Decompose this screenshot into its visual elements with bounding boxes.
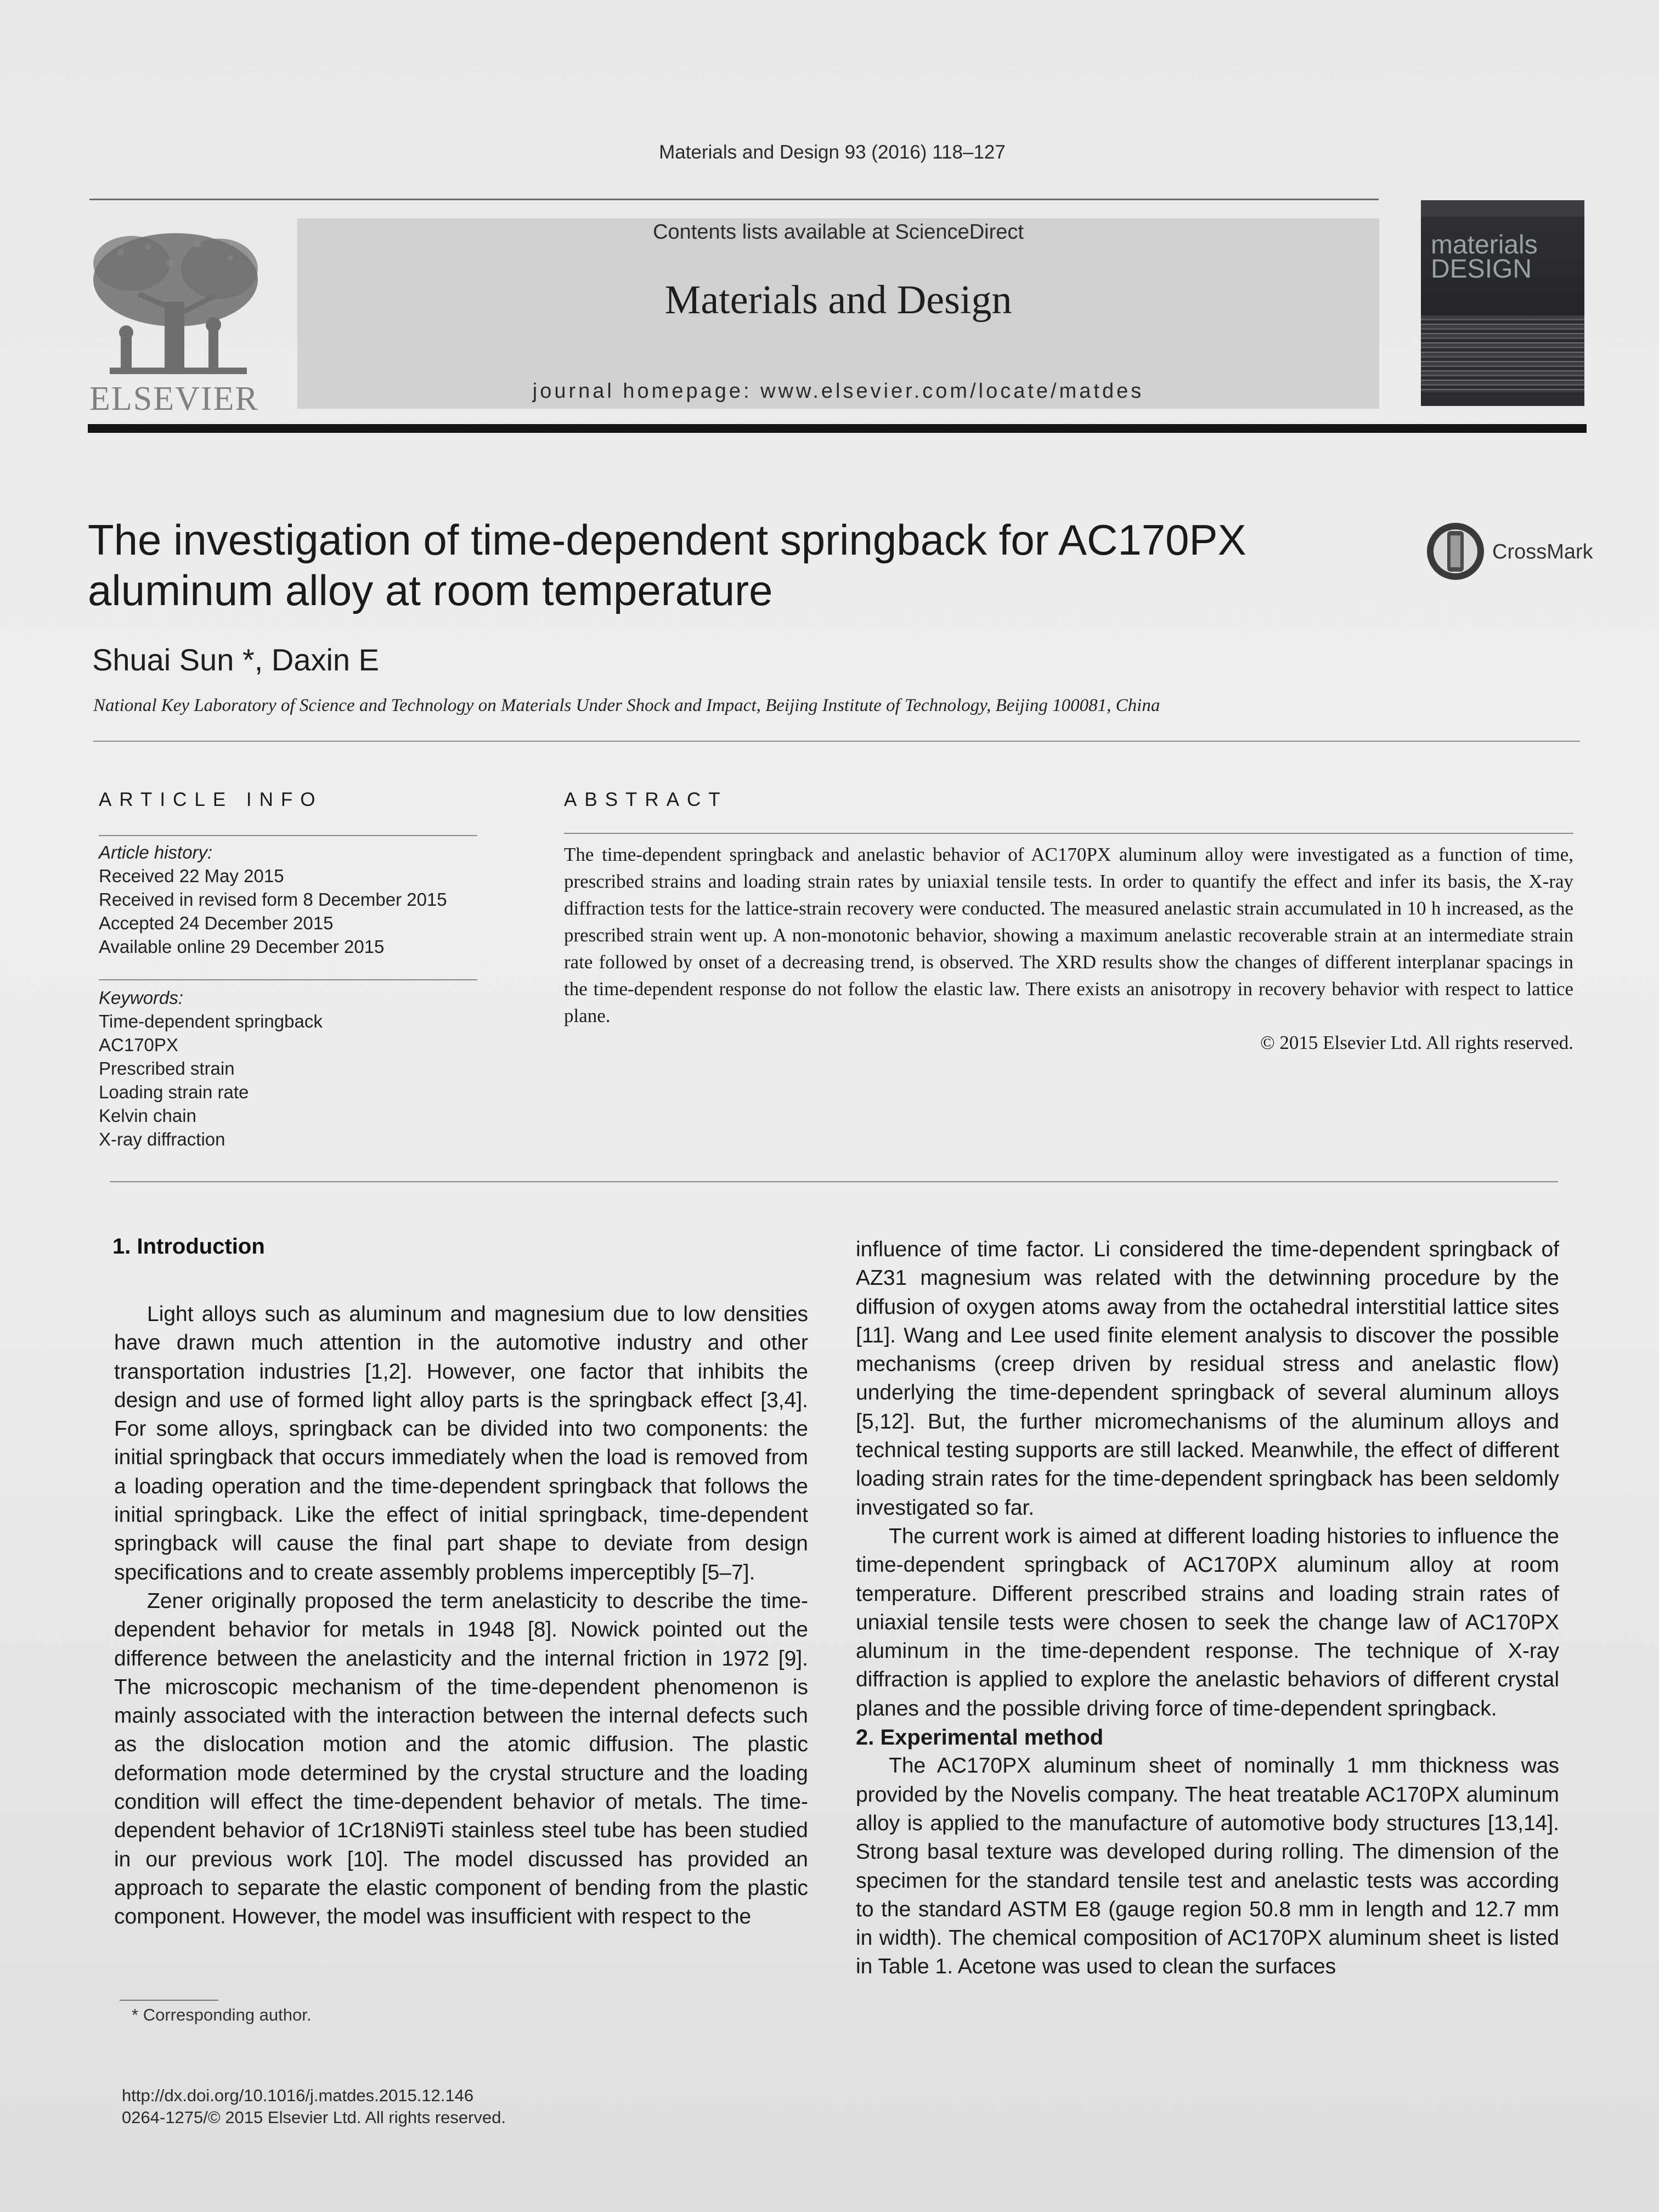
keyword-item: AC170PX: [99, 1035, 178, 1055]
keywords: [99, 986, 477, 1151]
keyword-item: Kelvin chain: [99, 1105, 196, 1126]
authors: Shuai Sun *, Daxin E: [92, 642, 379, 677]
history-received: Received 22 May 2015: [99, 866, 284, 886]
cover-top-band: [1421, 200, 1584, 217]
cover-stripes: [1421, 315, 1584, 392]
header-thick-rule: [88, 424, 1587, 433]
experimental-paragraph-1: The AC170PX aluminum sheet of nominally 1 mm thickness was provided by the Novelis company. The heat treatable AC170PX aluminum alloy is applied to the manufacture of automotive body structures [13,14]. Strong basal texture was developed during rolling. The dimension of the specimen for the standard tensile test and anelastic tests was according to the standard ASTM E8 (gauge region 50.8 mm in length and 12.7 mm in width). The chemical composition of AC170PX aluminum sheet is listed in Table 1. Acetone was used to clean the surfaces: [856, 1754, 1559, 1979]
crossmark-icon[interactable]: [1425, 521, 1486, 582]
article-history-label: Article history:: [99, 842, 213, 862]
abstract-copyright: © 2015 Elsevier Ltd. All rights reserved.: [1260, 1032, 1573, 1053]
keywords-rule: [99, 979, 477, 980]
footnote: [132, 2005, 311, 2025]
footnote-rule: [120, 2000, 218, 2001]
affiliation-rule: [93, 741, 1580, 742]
abstract-body: [564, 841, 1573, 1056]
cover-title: [1431, 230, 1538, 284]
header-rule: [89, 199, 1379, 200]
intro-paragraph-1: Light alloys such as aluminum and magnesium due to low densities have drawn much attention in the automotive industry and other transportation industries [1,2]. However, one factor that inhibits the design and use of formed light alloy parts is the springback effect [3,4]. For some alloys, springback can be divided into two components: the initial springback that occurs immediately when the load is removed from a loading operation and the time-dependent springback that follows the initial springback. Like the effect of initial springback, time-dependent springback will cause the final part shape to deviate from design specifications and to create assembly problems imperceptibly [5–7].: [114, 1302, 808, 1584]
crossmark-label[interactable]: CrossMark: [1492, 540, 1593, 563]
cover-title-line1: materials: [1431, 230, 1538, 259]
body-right-column: [856, 1235, 1559, 1982]
journal-name: Materials and Design: [664, 278, 1012, 323]
body-separator-rule: [110, 1181, 1558, 1182]
article-info-rule: [99, 835, 477, 836]
history-revised: Received in revised form 8 December 2015: [99, 889, 447, 910]
doi-link[interactable]: http://dx.doi.org/10.1016/j.matdes.2015.12.146: [122, 2086, 474, 2105]
journal-cover-image: [1421, 200, 1584, 406]
article-history: [99, 840, 477, 958]
footnote-mark: *: [132, 2005, 139, 2024]
keyword-item: Loading strain rate: [99, 1082, 249, 1102]
history-accepted: Accepted 24 December 2015: [99, 913, 334, 933]
experimental-heading: 2. Experimental method: [856, 1725, 1104, 1750]
history-online: Available online 29 December 2015: [99, 936, 385, 957]
journal-reference: Materials and Design 93 (2016) 118–127: [659, 142, 1006, 163]
cover-title-line2: DESIGN: [1431, 255, 1532, 284]
body-left-column: [114, 1300, 808, 1932]
journal-homepage: journal homepage: www.elsevier.com/locate/matdes: [532, 380, 1144, 403]
keyword-item: Time-dependent springback: [99, 1011, 323, 1031]
keyword-item: Prescribed strain: [99, 1058, 235, 1079]
intro-paragraph-2: Zener originally proposed the term anelasticity to describe the time-dependent behavior for metals in 1948 [8]. Nowick pointed out the difference between the anelasticity and the internal friction in 1972 [9]. The microscopic mechanism of the time-dependent phenomenon is mainly associated with the interaction between the internal defects such as the dislocation motion and the atomic diffusion. The plastic deformation mode determined by the crystal structure and the loading condition will effect the time-dependent behavior of metals. The time-dependent behavior of 1Cr18Ni9Ti stainless steel tube has been studied in our previous work [10]. The model discussed has provided an approach to separate the elastic component of bending from the plastic component. However, the model was insufficient with respect to the: [114, 1589, 808, 1929]
affiliation: National Key Laboratory of Science and Technology on Materials Under Shock and Impact, Beijing Institute of Technology, Beijing 100081, China: [93, 696, 1160, 715]
right-paragraph-1: influence of time factor. Li considered the time-dependent springback of AZ31 magnesium was related with the detwinning procedure by the diffusion of oxygen atoms away from the octahedral interstitial lattice sites [11]. Wang and Lee used finite element analysis to discover the possible mechanisms (creep driven by residual stress and anelastic flow) underlying the time-dependent springback of several aluminum alloys [5,12]. But, the further micromechanisms of the aluminum alloys and technical testing supports are still lacked. Meanwhile, the effect of different loading strain rates for the time-dependent springback has been seldomly investigated so far.: [856, 1238, 1559, 1520]
doi-block: [122, 2085, 506, 2129]
abstract-heading: ABSTRACT: [564, 789, 728, 810]
abstract-text: The time-dependent springback and anelastic behavior of AC170PX aluminum alloy were investigated as a function of time, prescribed strains and loading strain rates by uniaxial tensile tests. In order to quantify the effect and infer its basis, the X-ray diffraction tests for the lattice-strain recovery were conducted. The measured anelastic strain accumulated in 10 h increased, as the prescribed strain went up. A non-monotonic behavior, showing a maximum anelastic recoverable strain at an intermediate strain rate followed by onset of a decreasing trend, is observed. The XRD results show the changes of different interplanar spacings in the time-dependent response do not follow the elastic law. There exists an anisotropy in recovery behavior with respect to lattice plane.: [564, 844, 1573, 1026]
article-title: The investigation of time-dependent springback for AC170PX aluminum alloy at room temperature: [88, 516, 1246, 614]
right-paragraph-2: The current work is aimed at different loading histories to influence the time-dependent springback of AC170PX aluminum alloy at room temperature. Different prescribed strains and loading strain rates of uniaxial tensile tests were chosen to seek the change law of AC170PX aluminum in the time-dependent response. The technique of X-ray diffraction is applied to explore the anelastic behaviors of different crystal planes and the possible driving force of time-dependent springback.: [856, 1524, 1559, 1720]
issn-line: 0264-1275/© 2015 Elsevier Ltd. All rights reserved.: [122, 2108, 506, 2127]
footnote-text: Corresponding author.: [143, 2005, 312, 2024]
elsevier-wordmark: ELSEVIER: [89, 380, 259, 417]
contents-available-line: Contents lists available at ScienceDirect: [653, 221, 1024, 244]
article-info-heading: ARTICLE INFO: [99, 789, 323, 810]
abstract-rule: [564, 833, 1573, 834]
keywords-label: Keywords:: [99, 988, 184, 1008]
introduction-heading: 1. Introduction: [112, 1234, 265, 1259]
keyword-item: X-ray diffraction: [99, 1129, 225, 1149]
